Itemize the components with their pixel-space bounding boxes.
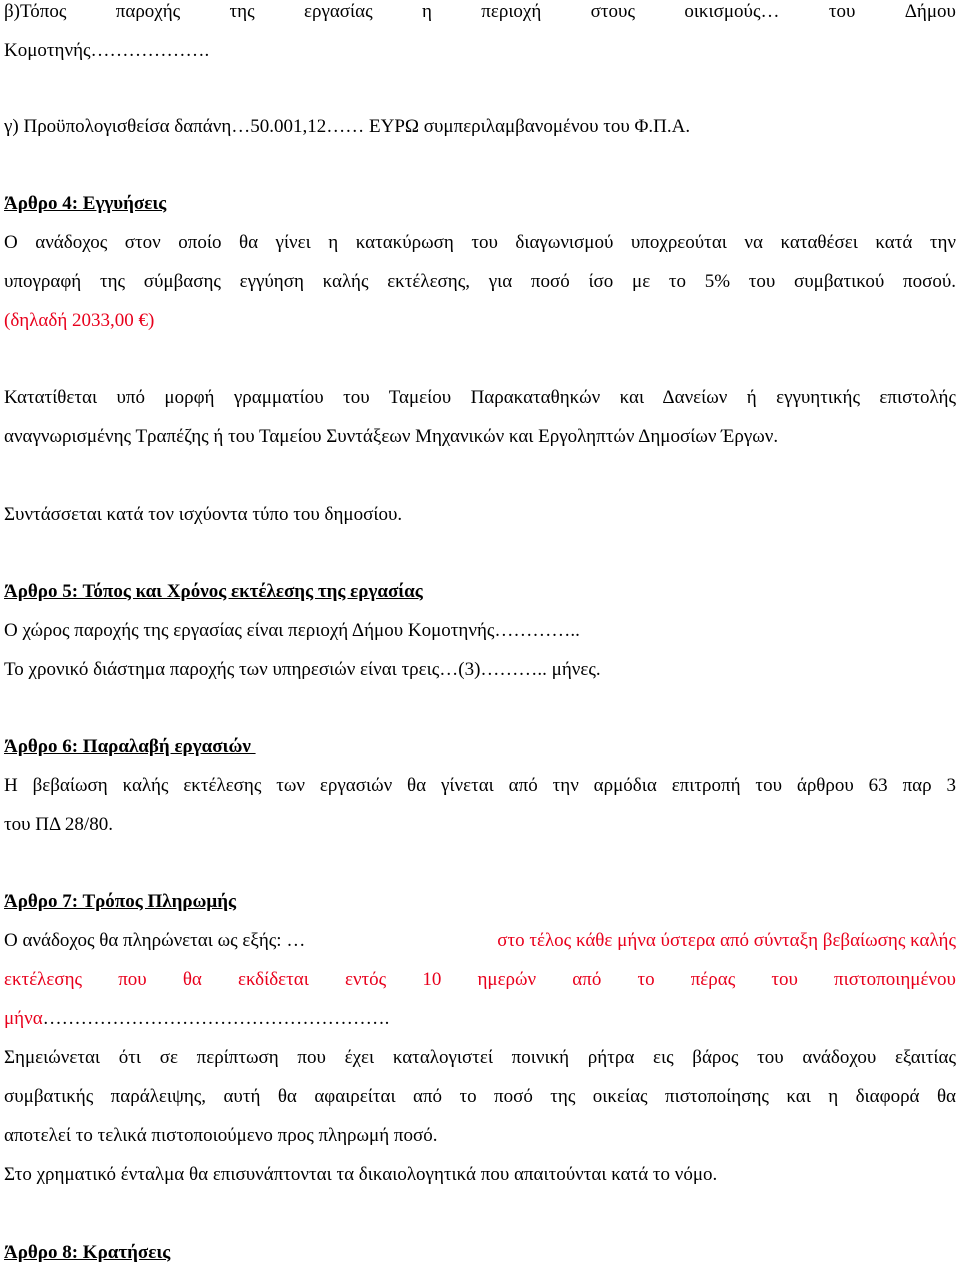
section-b-word: Δήμου — [904, 1, 956, 22]
article-7-line2-word: ημερών — [477, 969, 537, 990]
article-5-line1: Ο χώρος παροχής της εργασίας είναι περιοχή Δήμου Κομοτηνής………….. — [4, 620, 580, 641]
article-7-line2-word: το — [637, 969, 655, 990]
article-7-line2 — [4, 969, 956, 991]
section-c-line: γ) Προϋπολογισθείσα δαπάνη…50.001,12…… ΕΥΡΩ συμπεριλαμβανομένου του Φ.Π.Α. — [4, 116, 691, 137]
article-7-line2-word: πέρας — [690, 969, 736, 990]
article-4-p1-line3: (δηλαδή 2033,00 €) — [4, 310, 155, 331]
article-7-p2-line3: αποτελεί το τελικά πιστοποιούμενο προς πληρωμή ποσό. — [4, 1125, 438, 1146]
section-b-word: η — [421, 1, 432, 22]
section-b-word: του — [828, 1, 856, 22]
section-b-word: στους — [590, 1, 635, 22]
article-7-line2-word: εκτέλεσης — [4, 969, 83, 990]
article-5-heading: Άρθρο 5: Τόπος και Χρόνος εκτέλεσης της εργασίας — [4, 581, 423, 602]
section-b-word: της — [229, 1, 255, 22]
article-7-heading: Άρθρο 7: Τρόπος Πληρωμής — [4, 891, 237, 912]
article-7-line2-word: πιστοποιημένου — [834, 969, 956, 990]
article-7-p2-line2: συμβατικής παράλειψης, αυτή θα αφαιρείται από το ποσό της οικείας πιστοποίησης και η διαφορά θα — [4, 1086, 956, 1107]
article-7-line1-black: Ο ανάδοχος θα πληρώνεται ως εξής: … — [4, 930, 306, 951]
article-8-heading: Άρθρο 8: Κρατήσεις — [4, 1242, 171, 1263]
article-7-p3: Στο χρηματικό ένταλμα θα επισυνάπτονται τα δικαιολογητικά που απαιτούνται κατά το νόμο. — [4, 1164, 718, 1185]
article-7-line2-word: θα — [182, 969, 202, 990]
article-7-line2-word: του — [771, 969, 798, 990]
article-6-line2: του ΠΔ 28/80. — [4, 814, 113, 835]
article-7-line3-red: μήνα — [4, 1008, 43, 1029]
article-7-line2-word: που — [118, 969, 147, 990]
article-4-p1-line1: Ο ανάδοχος στον οποίο θα γίνει η κατακύρωση του διαγωνισμού υποχρεούται να καταθέσει κατά την — [4, 232, 956, 253]
section-b-word: περιοχή — [481, 1, 542, 22]
section-b-line1 — [4, 1, 956, 23]
article-5-line2: Το χρονικό διάστημα παροχής των υπηρεσιών είναι τρεις…(3)……….. μήνες. — [4, 659, 601, 680]
article-7-line3-dots: ………………………………………………. — [42, 1008, 390, 1029]
article-7-line1-red: στο τέλος κάθε μήνα ύστερα από σύνταξη βεβαίωσης καλής — [497, 930, 956, 951]
article-4-p2-line1: Κατατίθεται υπό μορφή γραμματίου του Ταμείου Παρακαταθηκών και Δανείων ή εγγυητικής επιστολής — [4, 387, 956, 408]
article-7-line1 — [4, 930, 956, 952]
article-4-heading: Άρθρο 4: Εγγυήσεις — [4, 193, 167, 214]
article-6-line1: Η βεβαίωση καλής εκτέλεσης των εργασιών θα γίνεται από την αρμόδια επιτροπή του άρθρου 63 παρ 3 — [4, 775, 956, 796]
article-4-p3: Συντάσσεται κατά τον ισχύοντα τύπο του δημοσίου. — [4, 504, 403, 525]
article-4-p1-line2: υπογραφή της σύμβασης εγγύηση καλής εκτέλεσης, για ποσό ίσο με το 5% του συμβατικού ποσού. — [4, 271, 956, 292]
article-4-p2-line2: αναγνωρισμένης Τραπέζης ή του Ταμείου Συντάξεων Μηχανικών και Εργοληπτών Δημοσίων Έργων. — [4, 426, 779, 447]
section-b-word: εργασίας — [303, 1, 373, 22]
article-7-line3 — [4, 1008, 389, 1030]
article-6-heading: Άρθρο 6: Παραλαβή εργασιών — [4, 736, 256, 757]
article-7-p2-line1: Σημειώνεται ότι σε περίπτωση που έχει καταλογιστεί ποινική ρήτρα εις βάρος του ανάδοχου εξαιτίας — [4, 1047, 956, 1068]
section-b-word: οικισμούς… — [684, 1, 780, 22]
section-b-word: παροχής — [115, 1, 181, 22]
article-7-line2-word: 10 — [422, 969, 442, 990]
article-7-line2-word: από — [572, 969, 602, 990]
section-b-word: β)Τόπος — [4, 1, 67, 22]
article-7-line2-word: εκδίδεται — [238, 969, 309, 990]
article-7-line2-word: εντός — [344, 969, 387, 990]
section-b-line2: Κομοτηνής………………. — [4, 40, 210, 61]
